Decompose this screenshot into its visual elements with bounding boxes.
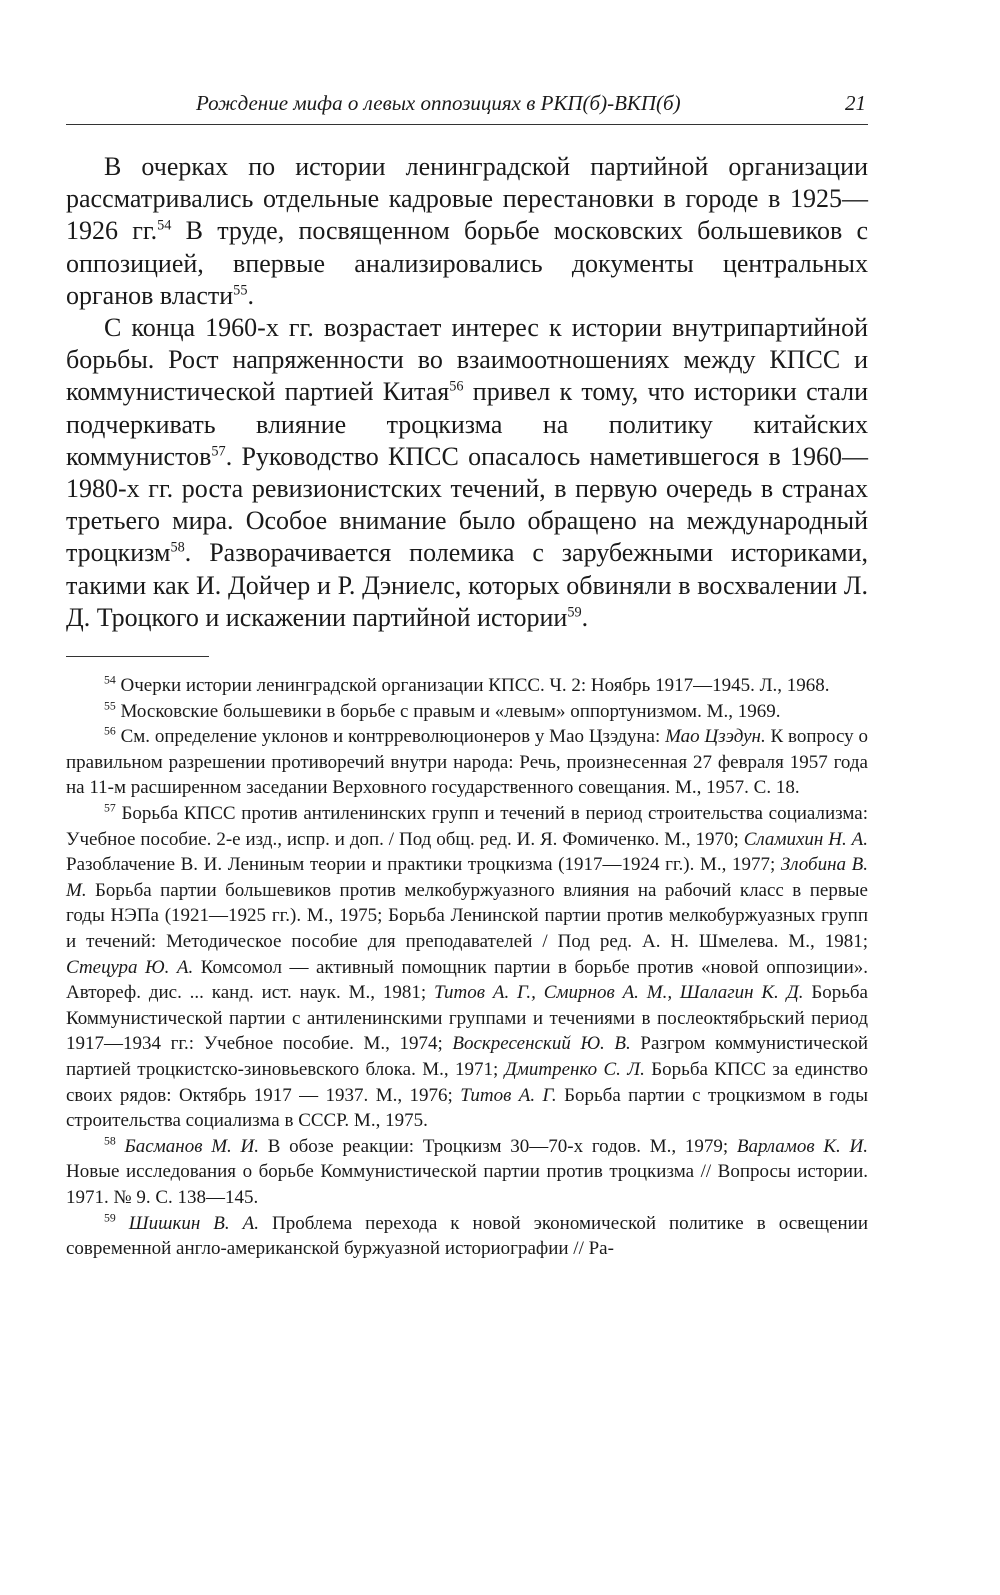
author-name: Сламихин Н. А.	[743, 828, 868, 850]
author-name: Титов А. Г.	[460, 1084, 557, 1106]
footnote-ref: 55	[233, 282, 248, 299]
main-text	[66, 151, 868, 634]
text-run: .	[581, 602, 589, 632]
text-run: .	[247, 280, 254, 310]
author-name: Дмитренко С. Л.	[504, 1058, 645, 1080]
page-number: 21	[845, 91, 866, 115]
paragraph	[66, 151, 868, 312]
footnote-ref: 57	[211, 443, 226, 460]
footnote-ref: 54	[157, 217, 172, 234]
footnote-number: 59	[104, 1211, 116, 1225]
footnotes	[66, 673, 868, 1262]
text-run: В очерках по истории ленинградской партийной организации рассматривались отдельные кадровые перестановки в городе в 1925—1926 гг.	[66, 152, 868, 246]
text-run: Проблема перехода к новой экономической политике в освещении современной англо-американской буржуазной историографии // Ра-	[66, 1212, 868, 1260]
text-run: Новые исследования о борьбе Коммунистической партии против троцкизма // Вопросы истории. 1971. № 9. С. 138—145.	[66, 1161, 868, 1208]
footnote-number: 57	[104, 801, 116, 815]
book-page	[66, 88, 868, 1262]
footnote-ref: 59	[567, 604, 582, 621]
author-name: Басманов М. И.	[124, 1135, 259, 1157]
text-run: См. определение уклонов и контрреволюционеров у Мао Цзэдуна:	[115, 726, 666, 748]
text-run: Борьба партии с троцкизмом в годы строительства социализма в СССР. М., 1975.	[66, 1084, 868, 1132]
text-run: Борьба Коммунистической партии с антиленинскими группами и течениями в послеоктябрьский период 1917—1934 гг.: Учебное пособие. М., 1974;	[66, 982, 868, 1055]
text-run: В обозе реакции: Троцкизм 30—70-х годов. М., 1979;	[258, 1135, 737, 1157]
text-run: Борьба партии большевиков против мелкобуржуазного влияния на рабочий класс в первые годы НЭПа (1921—1925 гг.). М., 1975; Борьба Ленинской партии против мелкобуржуазных групп и течений: Методическое пособие для преподавателей / Под ред. А. Н. Шмелева. М., 1981;	[66, 879, 868, 952]
author-name: Мао Цзэдун.	[665, 726, 766, 748]
paragraph	[66, 312, 868, 634]
footnote-59	[66, 1211, 868, 1262]
author-name: Стецура Ю. А.	[66, 956, 194, 978]
text-run: Борьба КПСС за единство своих рядов: Октябрь 1917 — 1937. М., 1976;	[66, 1058, 868, 1106]
text-run: К вопросу о правильном разрешении противоречий внутри народа: Речь, произнесенная 27 февраля 1957 года на 11-м расширенном заседании Верховного государственного совещания. М., 1957. С. 18.	[66, 726, 868, 799]
author-name: Варламов К. И.	[736, 1135, 868, 1157]
text-run: . Руководство КПСС опасалось наметившегося в 1960—1980-х гг. роста ревизионистских течений, в первую очередь в странах третьего мира. Особое внимание было обращено на международный троцкизм	[66, 441, 868, 568]
footnote-58	[66, 1134, 868, 1211]
author-name: Шишкин В. А.	[128, 1212, 259, 1234]
text-run	[116, 1136, 125, 1157]
footnote-number: 55	[104, 699, 116, 713]
text-run: Комсомол — активный помощник партии в борьбе против «новой оппозиции». Автореф. дис. ... канд. ист. наук. М., 1981;	[66, 956, 868, 1004]
footnote-number: 54	[104, 673, 116, 687]
running-header	[66, 88, 868, 125]
footnote-ref: 56	[449, 378, 464, 395]
text-run	[116, 1213, 129, 1234]
footnote-number: 56	[104, 724, 116, 738]
footnote-55	[66, 699, 868, 725]
author-name: Злобина В. М.	[66, 854, 868, 901]
text-run: привел к тому, что историки стали подчеркивать влияние троцкизма на политику китайских коммунистов	[66, 377, 868, 471]
footnote-ref: 58	[170, 539, 185, 556]
text-run: Очерки истории ленинградской организации КПСС. Ч. 2: Ноябрь 1917—1945. Л., 1968.	[115, 675, 830, 697]
text-run: С конца 1960-х гг. возрастает интерес к истории внутрипартийной борьбы. Рост напряженности во взаимоотношениях между КПСС и коммунистической партией Китая	[66, 313, 868, 407]
text-run: Борьба КПСС против антиленинских групп и течений в период строительства социализма: Учебное пособие. 2-е изд., испр. и доп. / Под общ. ред. И. Я. Фомиченко. М., 1970;	[66, 803, 868, 850]
text-run: Разоблачение В. И. Лениным теории и практики троцкизма (1917—1924 гг.). М., 1977;	[66, 854, 781, 876]
text-run: В труде, посвященном борьбе московских большевиков с оппозицией, впервые анализировались документы центральных органов власти	[66, 216, 868, 310]
footnote-54	[66, 673, 868, 699]
footnote-56	[66, 724, 868, 801]
footnote-separator	[66, 656, 209, 657]
text-run: Разгром коммунистической партией троцкистско-зиновьевского блока. М., 1971;	[66, 1033, 868, 1080]
text-run: . Разворачивается полемика с зарубежными историками, такими как И. Дойчер и Р. Дэниелс, которых обвиняли в восхвалении Л. Д. Троцкого и искажении партийной истории	[66, 538, 868, 632]
footnote-57	[66, 801, 868, 1134]
running-title: Рождение мифа о левых оппозициях в РКП(б)-ВКП(б)	[196, 91, 681, 115]
text-run: Московские большевики в борьбе с правым и «левым» оппортунизмом. М., 1969.	[115, 700, 781, 722]
author-name: Воскресенский Ю. В.	[452, 1033, 631, 1055]
author-name: Титов А. Г., Смирнов А. М., Шалагин К. Д.	[433, 982, 804, 1004]
footnote-number: 58	[104, 1134, 116, 1148]
